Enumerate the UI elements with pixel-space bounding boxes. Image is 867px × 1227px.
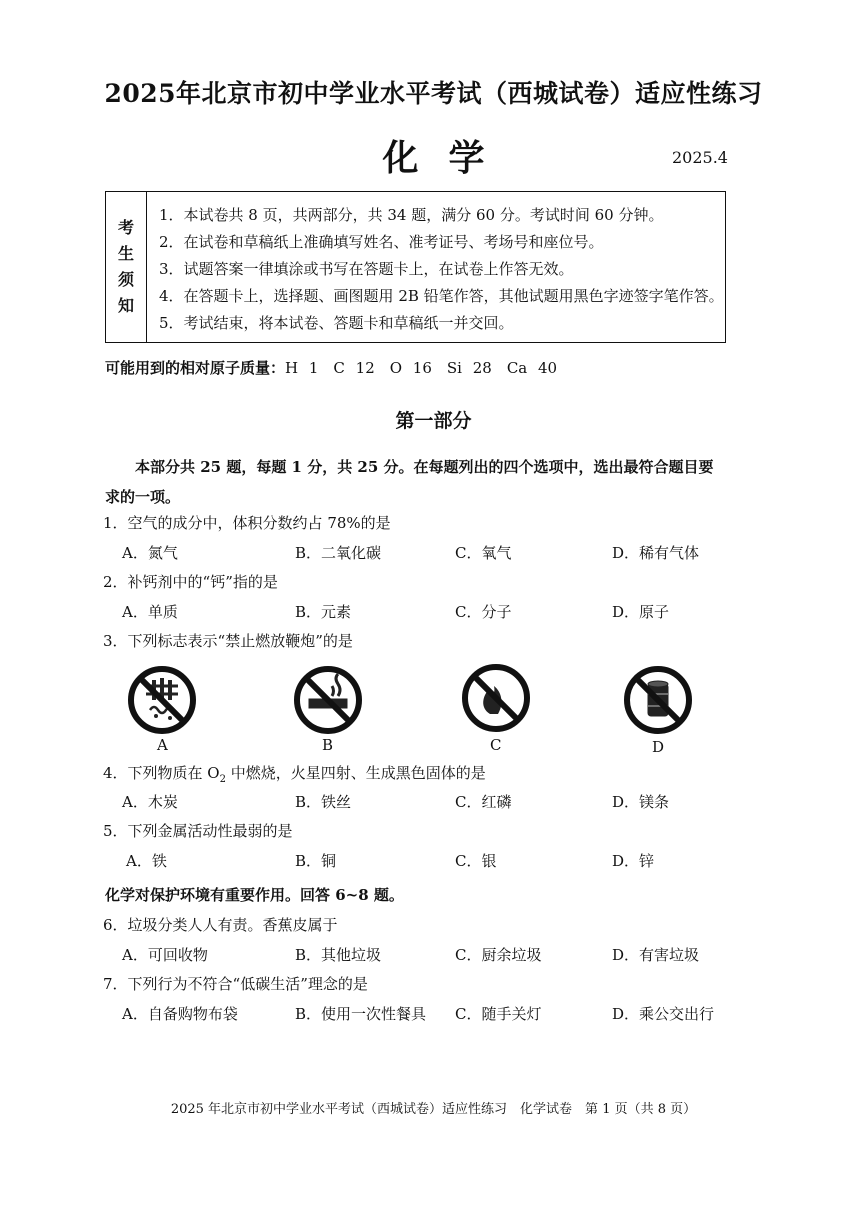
question-5-option-d[interactable]: D．锌 [612,852,655,870]
no-firecrackers-icon[interactable] [126,664,198,736]
question-6-option-a[interactable]: A．可回收物 [122,946,208,964]
part-one-title: 第一部分 [395,410,472,432]
notice-item: 3．试题答案一律填涂或书写在答题卡上，在试卷上作答无效。 [159,260,574,278]
notice-label-char: 生 [117,244,134,263]
question-4-stem-post: 中燃烧，火星四射、生成黑色固体的是 [226,764,486,782]
atomic-mass-line [105,357,557,378]
question-4-stem [103,762,486,785]
question-6-option-d[interactable]: D．有害垃圾 [612,946,700,964]
atomic-mass-label: 可能用到的相对原子质量： [105,359,286,377]
no-smoking-icon[interactable] [292,664,364,736]
question-6-option-b[interactable]: B．其他垃圾 [295,946,382,964]
no-open-flame-icon[interactable] [460,662,532,734]
notice-item: 4．在答题卡上，选择题、画图题用 2B 铅笔作答，其他试题用黑色字迹签字笔作答。 [159,287,724,305]
notice-item: 5．考试结束，将本试卷、答题卡和草稿纸一并交回。 [159,314,514,332]
question-6-stem: 6．垃圾分类人人有责。香蕉皮属于 [103,916,338,934]
question-1-option-d[interactable]: D．稀有气体 [612,544,700,562]
group-intro: 化学对保护环境有重要作用。回答 6~8 题。 [105,886,404,904]
question-3-stem: 3．下列标志表示“禁止燃放鞭炮”的是 [103,632,353,650]
sign-label-a: A [157,736,168,754]
exam-title: 2025年北京市初中学业水平考试（西城试卷）适应性练习 [104,79,763,108]
question-4-stem-pre: 4．下列物质在 O [103,764,220,782]
question-5-option-a[interactable]: A．铁 [126,852,167,870]
question-4-option-c[interactable]: C．红磷 [455,793,512,811]
question-7-option-c[interactable]: C．随手关灯 [455,1005,542,1023]
notice-label-char: 须 [117,270,134,289]
question-2-stem: 2．补钙剂中的“钙”指的是 [103,573,278,591]
question-1-stem: 1．空气的成分中，体积分数约占 78%的是 [103,514,391,532]
sign-label-d: D [652,738,665,756]
question-1-option-a[interactable]: A．氮气 [122,544,178,562]
page-footer: 2025 年北京市初中学业水平考试（西城试卷）适应性练习 化学试卷 第 1 页（共 8 页） [170,1102,697,1117]
question-6-option-c[interactable]: C．厨余垃圾 [455,946,542,964]
candidate-notice-box [105,191,726,343]
question-5-option-b[interactable]: B．铜 [295,852,337,870]
question-4-option-d[interactable]: D．镁条 [612,793,670,811]
question-7-option-d[interactable]: D．乘公交出行 [612,1005,715,1023]
question-7-stem: 7．下列行为不符合“低碳生活”理念的是 [103,975,368,993]
part-one-intro: 本部分共 25 题，每题 1 分，共 25 分。在每题列出的四个选项中，选出最符合题目要求的一项。 [105,458,714,506]
question-1-option-c[interactable]: C．氧气 [455,544,512,562]
question-7-option-a[interactable]: A．自备购物布袋 [122,1005,238,1023]
question-4-option-a[interactable]: A．木炭 [122,793,178,811]
question-2-option-b[interactable]: B．元素 [295,603,352,621]
question-2-option-c[interactable]: C．分子 [455,603,512,621]
question-2-option-a[interactable]: A．单质 [122,603,178,621]
exam-date: 2025.4 [672,148,728,167]
question-5-option-c[interactable]: C．银 [455,852,497,870]
sign-label-c: C [490,736,502,754]
notice-label-char: 知 [117,296,134,315]
question-2-option-d[interactable]: D．原子 [612,603,670,621]
question-4-stem-subscript: 2 [219,774,226,785]
atomic-mass-values: H 1 C 12 O 16 Si 28 Ca 40 [285,359,558,377]
sign-label-b: B [322,736,334,754]
question-5-stem: 5．下列金属活动性最弱的是 [103,822,293,840]
notice-label-char: 考 [117,218,134,237]
question-1-option-b[interactable]: B．二氧化碳 [295,544,382,562]
notice-label [106,192,147,342]
notice-items [147,192,725,342]
question-7-option-b[interactable]: B．使用一次性餐具 [295,1005,427,1023]
notice-item: 2．在试卷和草稿纸上准确填写姓名、准考证号、考场号和座位号。 [159,233,604,251]
subject-title: 化学 [382,137,515,179]
notice-item: 1．本试卷共 8 页，共两部分，共 34 题，满分 60 分。考试时间 60 分钟。 [159,206,664,224]
no-storage-drum-icon[interactable] [622,664,694,736]
question-4-option-b[interactable]: B．铁丝 [295,793,352,811]
